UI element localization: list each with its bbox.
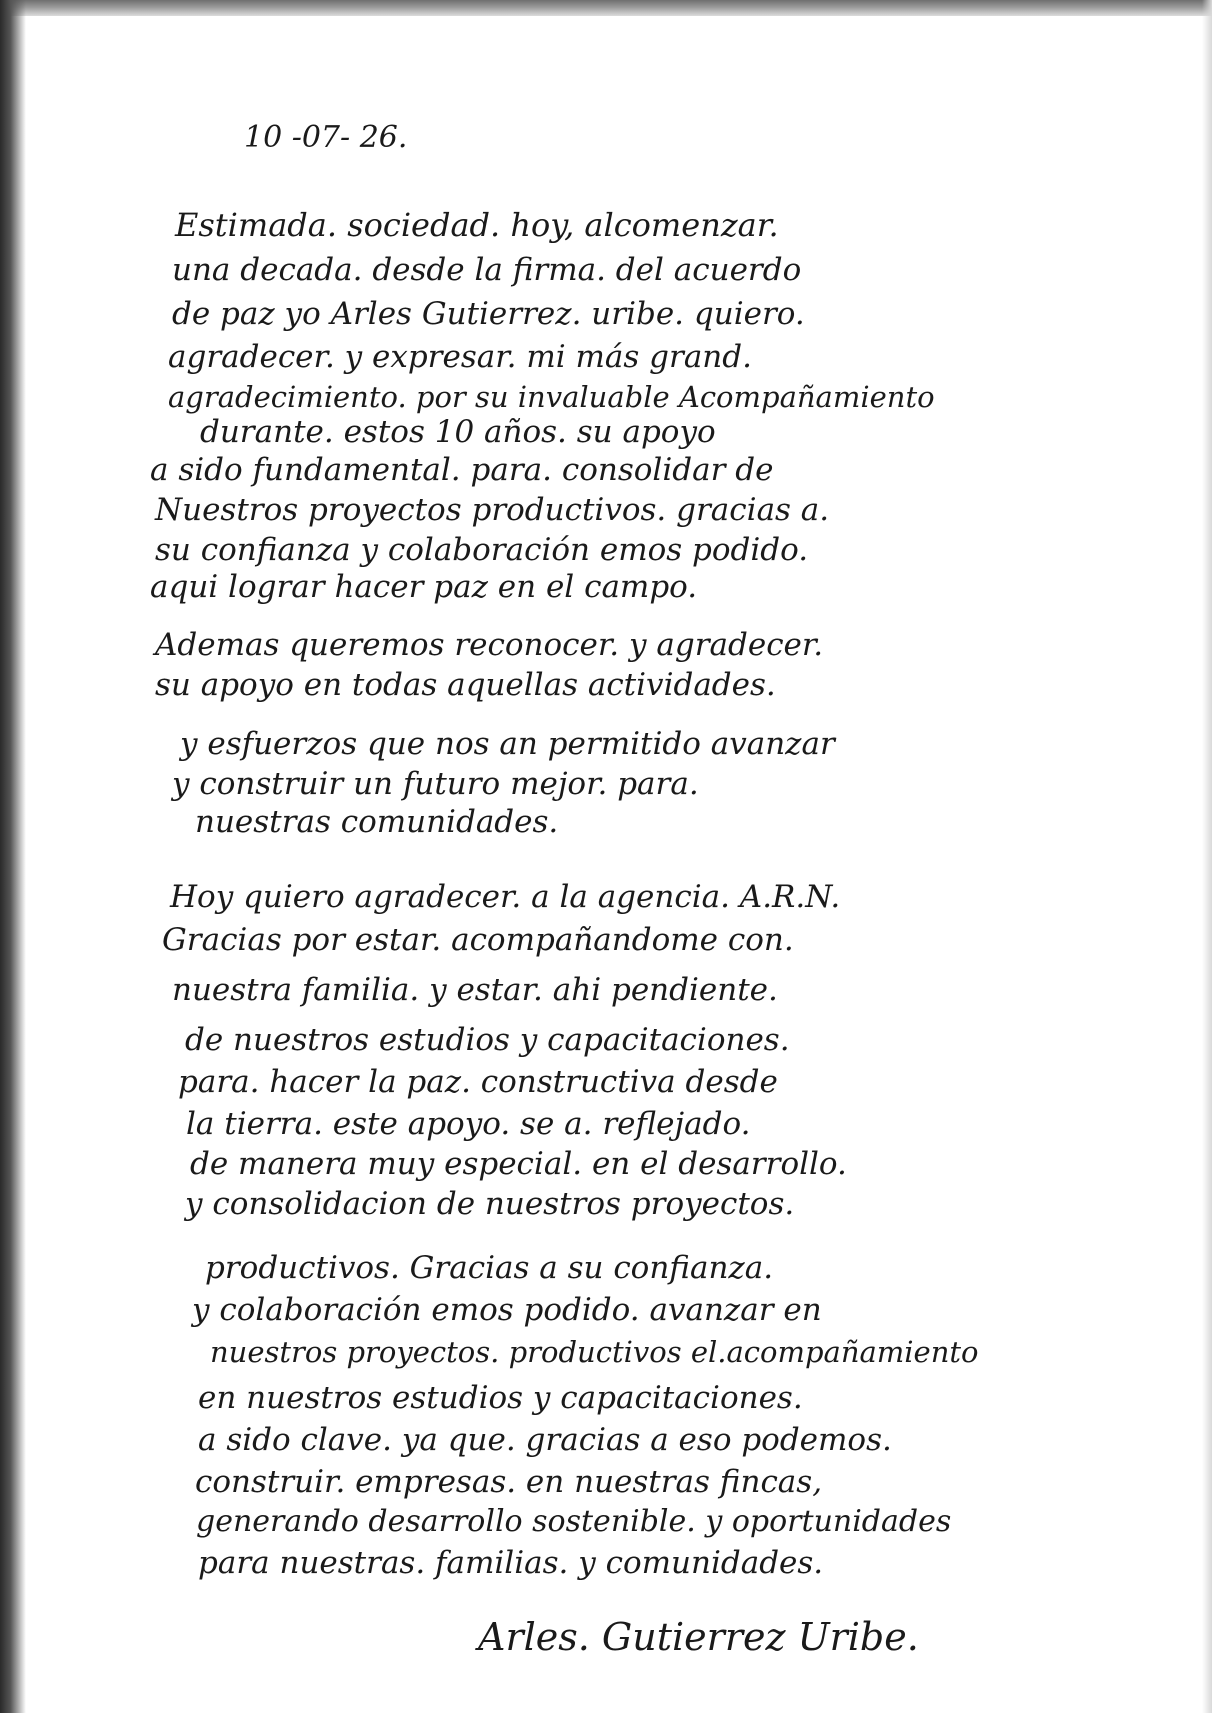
letter-line: Gracias por estar. acompañandome con. xyxy=(162,922,794,958)
letter-line: generando desarrollo sostenible. y oportunidades xyxy=(196,1504,952,1539)
letter-line: y construir un futuro mejor. para. xyxy=(172,766,699,802)
letter-line: la tierra. este apoyo. se a. reflejado. xyxy=(186,1106,751,1142)
letter-line: Hoy quiero agradecer. a la agencia. A.R.N. xyxy=(170,879,841,915)
letter-line: a sido fundamental. para. consolidar de xyxy=(150,452,774,488)
letter-line: durante. estos 10 años. su apoyo xyxy=(200,414,716,450)
letter-line: a sido clave. ya que. gracias a eso podemos. xyxy=(198,1422,892,1458)
letter-line: Ademas queremos reconocer. y agradecer. xyxy=(155,627,824,663)
letter-line: para nuestras. familias. y comunidades. xyxy=(198,1545,824,1581)
scan-shadow-top xyxy=(0,0,1212,16)
letter-line: de paz yo Arles Gutierrez. uribe. quiero. xyxy=(172,296,805,332)
letter-line: y colaboración emos podido. avanzar en xyxy=(192,1292,822,1328)
letter-line: para. hacer la paz. constructiva desde xyxy=(178,1064,778,1100)
letter-line: nuestras comunidades. xyxy=(195,804,559,840)
letter-line: de manera muy especial. en el desarrollo. xyxy=(190,1146,847,1182)
letter-line: aqui lograr hacer paz en el campo. xyxy=(150,569,698,605)
letter-line: su apoyo en todas aquellas actividades. xyxy=(155,667,776,703)
letter-date: 10 -07- 26. xyxy=(244,120,408,155)
letter-line: Nuestros proyectos productivos. gracias a. xyxy=(155,492,830,528)
letter-line: y consolidacion de nuestros proyectos. xyxy=(185,1186,795,1222)
letter-line: una decada. desde la firma. del acuerdo xyxy=(172,252,802,288)
scan-shadow-left xyxy=(0,0,26,1713)
letter-line: nuestros proyectos. productivos el.acompañamiento xyxy=(210,1335,979,1369)
letter-line: nuestra familia. y estar. ahi pendiente. xyxy=(172,972,778,1008)
letter-line: agradecimiento. por su invaluable Acompañamiento xyxy=(168,380,935,414)
letter-line: y esfuerzos que nos an permitido avanzar xyxy=(180,726,835,762)
signature: Arles. Gutierrez Uribe. xyxy=(478,1615,919,1659)
letter-line: construir. empresas. en nuestras fincas, xyxy=(195,1464,823,1500)
letter-line: su confianza y colaboración emos podido. xyxy=(155,532,809,568)
letter-line: en nuestros estudios y capacitaciones. xyxy=(198,1380,803,1416)
letter-line: productivos. Gracias a su confianza. xyxy=(205,1250,774,1286)
scan-shadow-right xyxy=(1202,0,1212,1713)
letter-line: Estimada. sociedad. hoy, alcomenzar. xyxy=(175,206,779,244)
letter-line: agradecer. y expresar. mi más grand. xyxy=(168,339,752,375)
letter-line: de nuestros estudios y capacitaciones. xyxy=(185,1022,790,1058)
